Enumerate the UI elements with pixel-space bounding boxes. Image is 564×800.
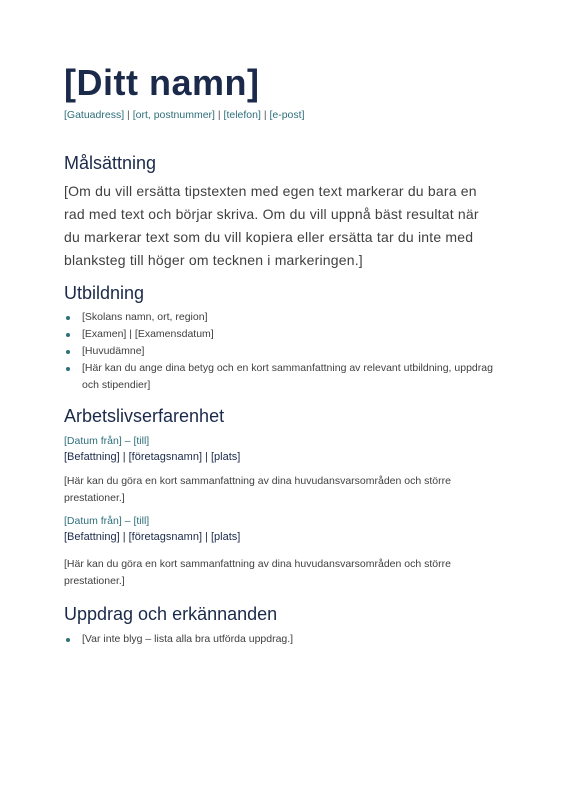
awards-heading: Uppdrag och erkännanden <box>64 604 278 624</box>
contact-line <box>64 109 305 121</box>
job-role[interactable]: [Befattning] | [företagsnamn] | [plats] <box>64 531 241 543</box>
experience-heading: Arbetslivserfarenhet <box>64 406 225 426</box>
job-role[interactable]: [Befattning] | [företagsnamn] | [plats] <box>64 451 241 463</box>
objective-heading: Målsättning <box>64 153 157 173</box>
contact-address[interactable]: [Gatuadress] <box>64 109 125 121</box>
bullet-icon <box>66 350 70 354</box>
list-item[interactable] <box>64 360 504 394</box>
bullet-icon <box>66 316 70 320</box>
resume-name[interactable]: [Ditt namn] <box>64 62 260 103</box>
education-summary: [Här kan du ange dina betyg och en kort sammanfattning av relevant utbildning, uppdrag och stipendier] <box>82 362 493 391</box>
education-school: [Skolans namn, ort, region] <box>82 311 208 323</box>
bullet-icon <box>66 638 70 642</box>
contact-separator: | <box>260 109 270 121</box>
bullet-icon <box>66 367 70 371</box>
education-list <box>64 309 504 394</box>
award-item: [Var inte blyg – lista alla bra utförda uppdrag.] <box>82 633 294 645</box>
list-item[interactable] <box>64 309 504 326</box>
contact-separator: | <box>124 109 133 121</box>
objective-text[interactable]: [Om du vill ersätta tipstexten med egen text markerar du bara en rad med text och börjar skriva. Om du vill uppnå bäst resultat när du markerar text som du vill kopiera eller ersätta tar du inte med blanksteg till höger om tecknen i markeringen.] <box>64 183 479 268</box>
contact-phone[interactable]: [telefon] <box>223 109 261 121</box>
education-major: [Huvudämne] <box>82 345 145 357</box>
bullet-icon <box>66 333 70 337</box>
job-description[interactable]: [Här kan du göra en kort sammanfattning av dina huvudansvarsområden och större prestationer.] <box>64 475 451 504</box>
list-item[interactable] <box>64 631 504 648</box>
education-heading: Utbildning <box>64 283 145 303</box>
contact-separator: | <box>214 109 224 121</box>
education-degree: [Examen] | [Examensdatum] <box>82 328 214 340</box>
job-dates[interactable]: [Datum från] – [till] <box>64 435 150 447</box>
awards-list <box>64 631 504 648</box>
contact-city[interactable]: [ort, postnummer] <box>132 109 215 121</box>
job-description[interactable]: [Här kan du göra en kort sammanfattning av dina huvudansvarsområden och större prestationer.] <box>64 558 451 587</box>
job-dates[interactable]: [Datum från] – [till] <box>64 515 150 527</box>
list-item[interactable] <box>64 326 504 343</box>
list-item[interactable] <box>64 343 504 360</box>
contact-email[interactable]: [e-post] <box>269 109 305 121</box>
